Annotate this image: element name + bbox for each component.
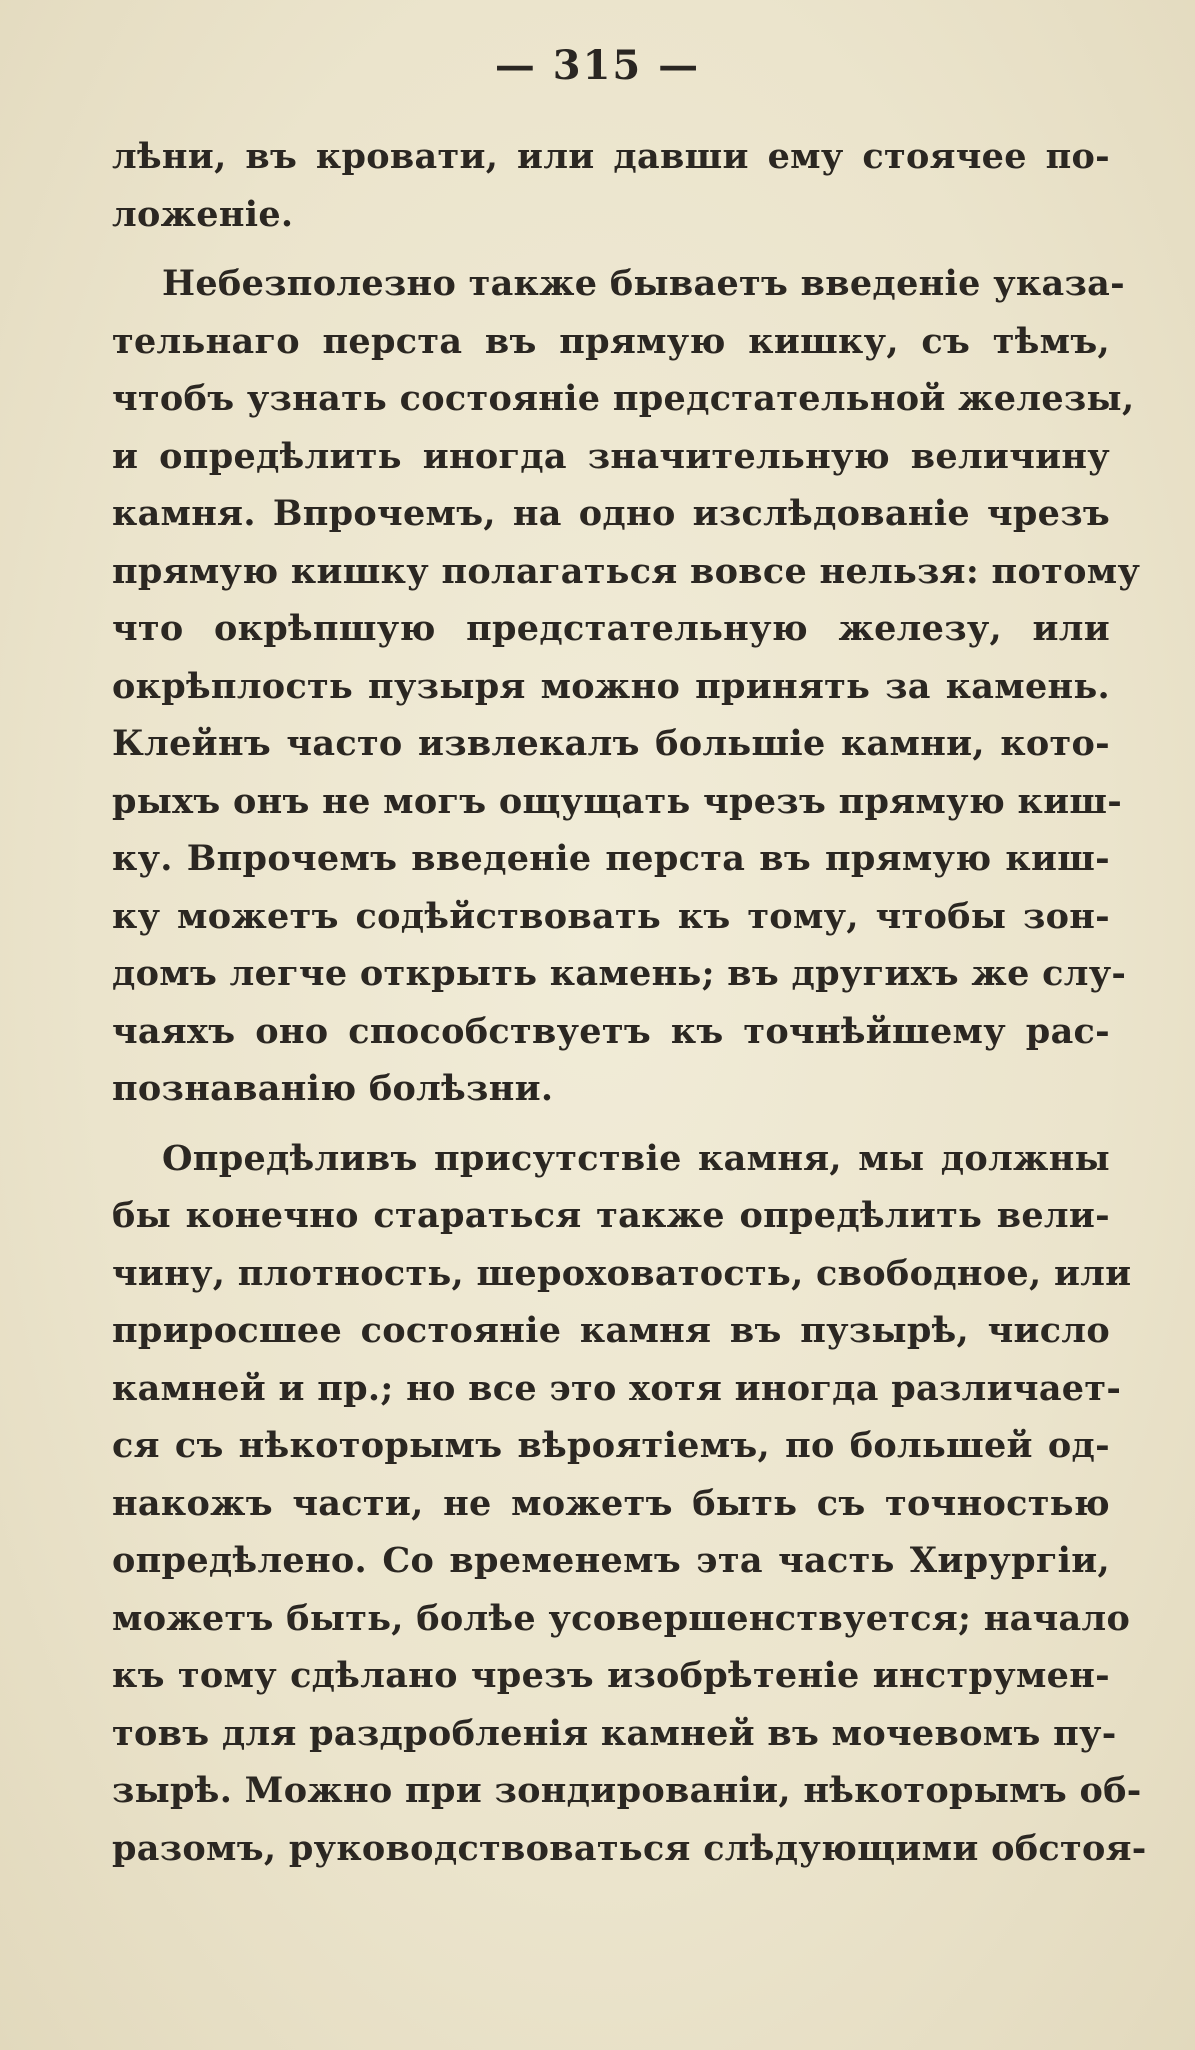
text-line: къ тому сдѣлано чрезъ изобрѣтеніе инструмен- <box>112 1655 1110 1696</box>
text-line: лѣни, въ кровати, или давши ему стоячее по- <box>112 136 1110 177</box>
text-line: прямую кишку полагаться вовсе нельзя: потому <box>112 550 1141 592</box>
text-line: тельнаго перста въ прямую кишку, съ тѣмъ, <box>112 320 1110 362</box>
body-text <box>112 128 1147 1877</box>
text-line: и опредѣлить иногда значительную величину <box>112 435 1110 477</box>
text-line: зырѣ. Можно при зондированіи, нѣкоторымъ об- <box>112 1770 1142 1811</box>
text-line: Клейнъ часто извлекалъ большіе камни, кото- <box>112 723 1110 764</box>
text-line: рыхъ онъ не могъ ощущать чрезъ прямую киш- <box>112 780 1123 822</box>
text-line: ку можетъ содѣйствовать къ тому, чтобы зон- <box>112 895 1110 937</box>
text-line: что окрѣпшую предстательную железу, или <box>112 608 1110 649</box>
text-line: чину, плотность, шероховатость, свободное, или <box>112 1252 1132 1294</box>
text-line: окрѣплость пузыря можно принять за камень. <box>112 665 1110 707</box>
text-line: Опредѣливъ присутствіе камня, мы должны <box>162 1137 1110 1179</box>
text-line: камня. Впрочемъ, на одно изслѣдованіе чрезъ <box>112 493 1110 534</box>
text-line: бы конечно стараться также опредѣлить вели- <box>112 1195 1110 1236</box>
text-line: Небезполезно также бываетъ введеніе указа- <box>162 263 1125 304</box>
text-line: камней и пр.; но все это хотя иногда различает- <box>112 1367 1122 1409</box>
page-number: — 315 — <box>494 42 701 89</box>
text-line: накожъ части, не можетъ быть съ точностью <box>112 1482 1110 1524</box>
text-line: познаванію болѣзни. <box>112 1068 554 1109</box>
text-line: чаяхъ оно способствуетъ къ точнѣйшему рас- <box>112 1010 1110 1052</box>
text-line: домъ легче открыть камень; въ другихъ же слу- <box>112 953 1127 994</box>
text-line: разомъ, руководствоваться слѣдующими обстоя- <box>112 1827 1147 1869</box>
paragraph-2 <box>112 255 1141 1118</box>
text-line: опредѣлено. Со временемъ эта часть Хирургіи, <box>112 1540 1110 1581</box>
text-line: ся съ нѣкоторымъ вѣроятіемъ, по большей од- <box>112 1425 1110 1466</box>
text-line: товъ для раздробленія камней въ мочевомъ пу- <box>112 1712 1117 1754</box>
paragraph-3 <box>112 1130 1147 1878</box>
text-line: можетъ быть, болѣе усовершенствуется; начало <box>112 1597 1131 1639</box>
paragraph-1 <box>112 128 1110 243</box>
text-line: ку. Впрочемъ введеніе перста въ прямую киш- <box>112 838 1110 879</box>
text-line: чтобъ узнать состояніе предстательной железы, <box>112 378 1135 419</box>
text-line: приросшее состояніе камня въ пузырѣ, число <box>112 1310 1110 1351</box>
text-line: ложеніе. <box>112 193 294 235</box>
